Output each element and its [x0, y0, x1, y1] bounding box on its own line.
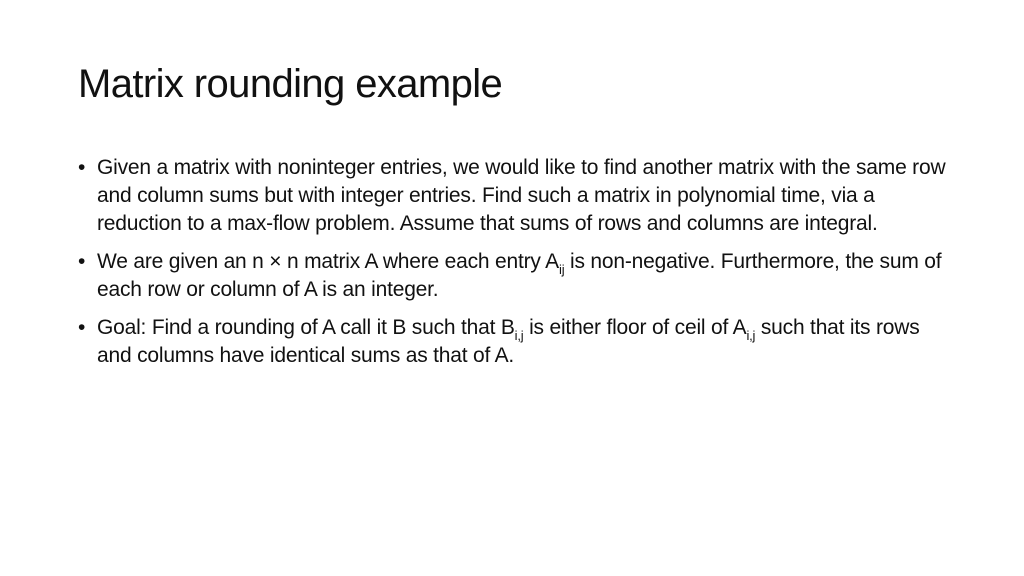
- bullet-item: [78, 154, 958, 238]
- bullet-text: We are given an n × n matrix A where each entry A: [97, 250, 559, 273]
- bullet-text: Given a matrix with noninteger entries, we would like to find another matrix with the same row and column sums but with integer entries. Find such a matrix in polynomial time, via a reduction to a max-flow problem. Assume that sums of rows and columns are integral.: [97, 156, 946, 235]
- subscript: i,j: [514, 328, 524, 344]
- bullet-marker: •: [78, 250, 86, 273]
- slide-title: Matrix rounding example: [78, 62, 503, 106]
- bullet-text: Goal: Find a rounding of A call it B such that B: [97, 316, 515, 339]
- bullet-text: is non-negative. Furthermore, the sum of each row or column of A is an integer.: [97, 250, 942, 301]
- bullet-marker: •: [78, 156, 86, 179]
- subscript: i,j: [746, 328, 756, 344]
- bullet-marker: •: [78, 316, 86, 339]
- bullet-item: [78, 314, 958, 370]
- bullet-item: [78, 248, 958, 304]
- bullet-list: [78, 154, 958, 380]
- subscript: ij: [559, 262, 565, 278]
- bullet-text: is either floor of ceil of A: [523, 316, 747, 339]
- bullet-text: such that its rows and columns have identical sums as that of A.: [97, 316, 920, 367]
